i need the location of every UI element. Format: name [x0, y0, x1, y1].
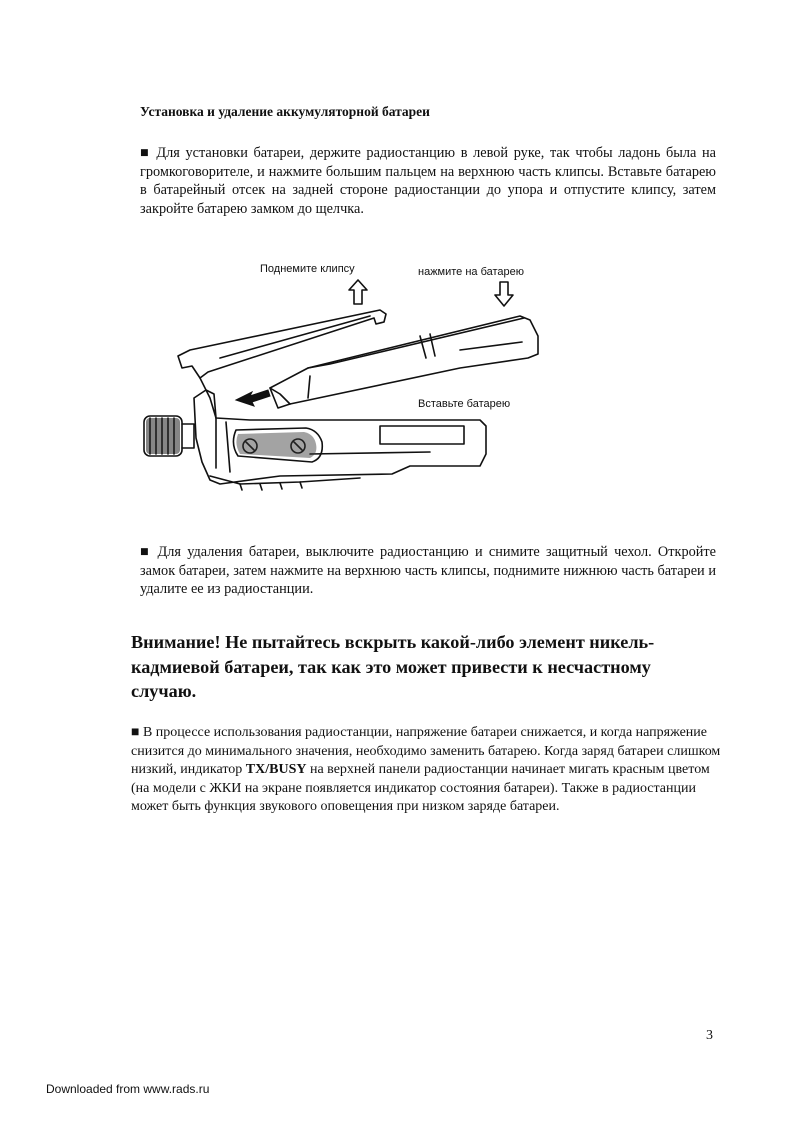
download-footer: Downloaded from www.rads.ru	[46, 1082, 210, 1096]
tx-busy-indicator: TX/BUSY	[245, 762, 307, 777]
battery-install-illustration	[130, 258, 570, 504]
insert-arrow-icon	[236, 390, 270, 406]
install-paragraph: ■ Для установки батареи, держите радиостанцию в левой руке, так чтобы ладонь была на громкоговорителе, и нажмите большим пальцем на верхнюю часть клипсы. Вставьте батарею в батарейный отсек на задней стороне радиостанции до упора и отпустите клипсу, затем закройте батарею замком до щелчка.	[140, 145, 716, 217]
down-arrow-icon	[495, 282, 513, 306]
section-title: Установка и удаление аккумуляторной батареи	[140, 104, 430, 119]
para4-text-after: на верхней панели радиостанции начинает мигать красным цветом (на модели с ЖКИ на экране появляется индикатор состояния батареи). Также в радиостанции может быть функция звукового оповещения при низком заряде батареи.	[131, 762, 710, 814]
removal-paragraph: ■ Для удаления батареи, выключите радиостанцию и снимите защитный чехол. Откройте замок батареи, затем нажмите на верхнюю часть клипсы, поднимите нижнюю часть батареи и удалите ее из радиостанции.	[140, 544, 716, 597]
warning-text: Внимание! Не пытайтесь вскрыть какой-либо элемент никель-кадмиевой батареи, так как это может привести к несчастному случаю.	[131, 632, 655, 701]
up-arrow-icon	[349, 280, 367, 304]
insert-battery-label: Вставьте батарею	[418, 398, 511, 410]
page-number: 3	[706, 1028, 713, 1043]
battery-pack	[270, 316, 538, 408]
para4-text-before: ■ В процессе использования радиостанции, напряжение батареи снижается, и когда напряжение снизится до минимального значения, необходимо заменить батарею. Когда заряд батареи слишком низкий, индикатор	[131, 725, 721, 777]
battery-indicator-paragraph	[131, 724, 721, 817]
lift-clip-label: Поднемите клипсу	[260, 263, 355, 275]
press-battery-label: нажмите на батарею	[418, 266, 525, 278]
